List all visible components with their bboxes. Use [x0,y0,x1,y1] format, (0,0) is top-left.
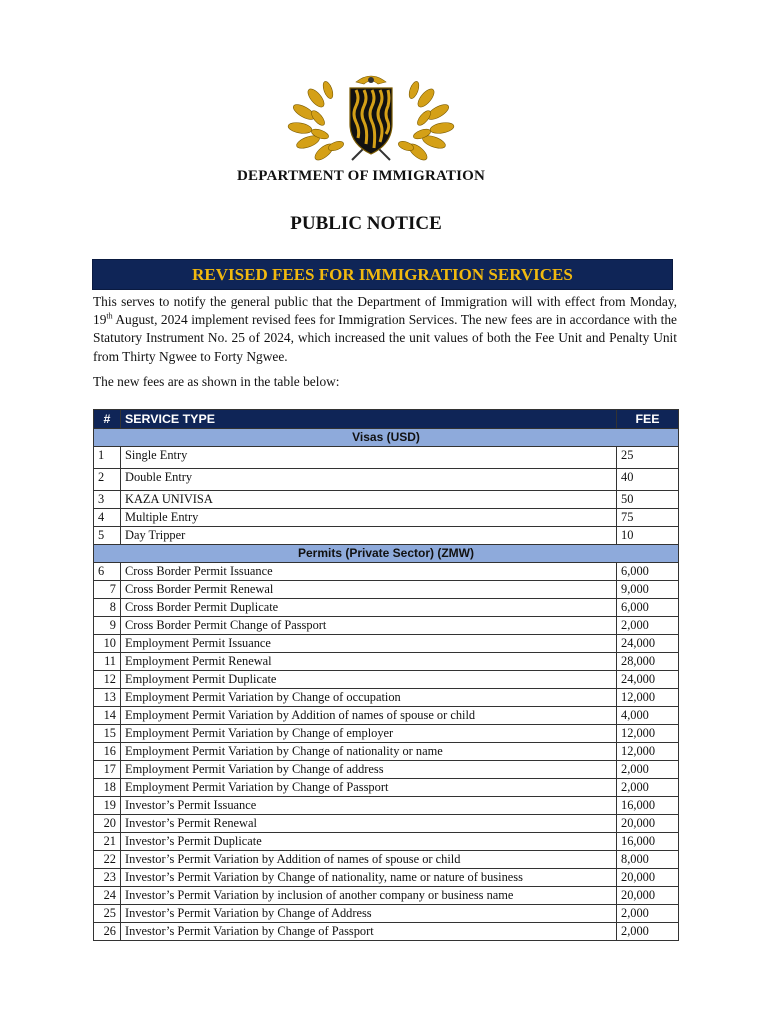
row-fee: 20,000 [617,887,679,905]
row-number: 1 [94,447,121,469]
row-service-type: Employment Permit Variation by Change of employer [121,725,617,743]
table-row [94,617,679,635]
table-header-row [94,410,679,429]
table-row [94,905,679,923]
row-number: 24 [94,887,121,905]
row-number: 13 [94,689,121,707]
table-row [94,815,679,833]
table-row [94,779,679,797]
row-service-type: Employment Permit Duplicate [121,671,617,689]
row-number: 16 [94,743,121,761]
row-fee: 6,000 [617,599,679,617]
row-service-type: Investor’s Permit Variation by Change of nationality, name or nature of business [121,869,617,887]
row-number: 10 [94,635,121,653]
row-service-type: Cross Border Permit Renewal [121,581,617,599]
row-number: 18 [94,779,121,797]
table-row [94,491,679,509]
table-row [94,707,679,725]
row-number: 15 [94,725,121,743]
row-service-type: Investor’s Permit Variation by Change of Address [121,905,617,923]
row-service-type: Investor’s Permit Variation by Addition of names of spouse or child [121,851,617,869]
row-number: 5 [94,527,121,545]
row-service-type: KAZA UNIVISA [121,491,617,509]
section-visas-label: Visas (USD) [94,429,679,447]
row-fee: 2,000 [617,923,679,941]
row-fee: 12,000 [617,743,679,761]
row-service-type: Single Entry [121,447,617,469]
row-number: 19 [94,797,121,815]
table-row [94,635,679,653]
section-visas [94,429,679,447]
row-fee: 75 [617,509,679,527]
row-fee: 10 [617,527,679,545]
row-service-type: Investor’s Permit Variation by Change of Passport [121,923,617,941]
row-fee: 16,000 [617,833,679,851]
row-number: 17 [94,761,121,779]
section-permits-label: Permits (Private Sector) (ZMW) [94,545,679,563]
row-fee: 2,000 [617,617,679,635]
row-service-type: Cross Border Permit Duplicate [121,599,617,617]
row-number: 21 [94,833,121,851]
row-number: 6 [94,563,121,581]
row-service-type: Employment Permit Variation by Change of address [121,761,617,779]
row-fee: 2,000 [617,761,679,779]
fees-table [93,409,679,941]
row-number: 3 [94,491,121,509]
para-text-2: August, 2024 implement revised fees for Immigration Services. The new fees are in accordance with the Statutory Instrument No. 25 of 2024, which increased the unit values of both the Fee Unit and Penalty Unit from Thirty Ngwee to Forty Ngwee. [93,312,677,364]
section-permits [94,545,679,563]
row-fee: 40 [617,469,679,491]
row-service-type: Employment Permit Variation by Addition of names of spouse or child [121,707,617,725]
row-fee: 20,000 [617,869,679,887]
row-fee: 4,000 [617,707,679,725]
row-number: 22 [94,851,121,869]
row-number: 11 [94,653,121,671]
row-number: 23 [94,869,121,887]
table-row [94,689,679,707]
row-number: 4 [94,509,121,527]
table-row [94,509,679,527]
row-service-type: Multiple Entry [121,509,617,527]
row-number: 20 [94,815,121,833]
row-service-type: Investor’s Permit Renewal [121,815,617,833]
row-fee: 24,000 [617,671,679,689]
row-fee: 24,000 [617,635,679,653]
coat-of-arms-icon [286,68,456,168]
row-fee: 2,000 [617,905,679,923]
department-name: DEPARTMENT OF IMMIGRATION [236,168,486,184]
row-number: 12 [94,671,121,689]
table-row [94,447,679,469]
table-row [94,527,679,545]
row-number: 7 [94,581,121,599]
table-row [94,887,679,905]
table-row [94,581,679,599]
row-service-type: Employment Permit Variation by Change of Passport [121,779,617,797]
row-number: 26 [94,923,121,941]
fees-table-body [94,429,679,941]
row-number: 2 [94,469,121,491]
table-row [94,869,679,887]
table-row [94,469,679,491]
table-row [94,851,679,869]
table-row [94,833,679,851]
row-fee: 6,000 [617,563,679,581]
table-row [94,797,679,815]
row-fee: 25 [617,447,679,469]
notice-title: PUBLIC NOTICE [290,213,442,234]
row-service-type: Investor’s Permit Duplicate [121,833,617,851]
row-fee: 2,000 [617,779,679,797]
para-text-1: This serves to notify the general public that the Department of Immigration will with effect from Monday, 19 [93,294,677,328]
row-fee: 16,000 [617,797,679,815]
row-service-type: Day Tripper [121,527,617,545]
row-service-type: Double Entry [121,469,617,491]
row-fee: 50 [617,491,679,509]
row-fee: 12,000 [617,725,679,743]
row-service-type: Cross Border Permit Issuance [121,563,617,581]
row-number: 8 [94,599,121,617]
row-service-type: Investor’s Permit Issuance [121,797,617,815]
table-intro: The new fees are as shown in the table below: [93,374,340,389]
para-superscript: th [106,311,113,321]
row-service-type: Cross Border Permit Change of Passport [121,617,617,635]
row-service-type: Investor’s Permit Variation by inclusion of another company or business name [121,887,617,905]
notice-banner: REVISED FEES FOR IMMIGRATION SERVICES [92,259,673,290]
table-row [94,599,679,617]
row-service-type: Employment Permit Variation by Change of occupation [121,689,617,707]
row-service-type: Employment Permit Issuance [121,635,617,653]
row-fee: 9,000 [617,581,679,599]
table-row [94,743,679,761]
table-row [94,671,679,689]
table-row [94,761,679,779]
table-row [94,923,679,941]
row-number: 25 [94,905,121,923]
header-number: # [94,410,121,429]
table-row [94,725,679,743]
header-service-type: SERVICE TYPE [121,410,617,429]
table-row [94,653,679,671]
row-fee: 12,000 [617,689,679,707]
notice-paragraph [93,293,677,366]
row-fee: 28,000 [617,653,679,671]
row-number: 14 [94,707,121,725]
row-fee: 8,000 [617,851,679,869]
row-service-type: Employment Permit Variation by Change of nationality or name [121,743,617,761]
row-service-type: Employment Permit Renewal [121,653,617,671]
row-fee: 20,000 [617,815,679,833]
header-fee: FEE [617,410,679,429]
table-row [94,563,679,581]
row-number: 9 [94,617,121,635]
